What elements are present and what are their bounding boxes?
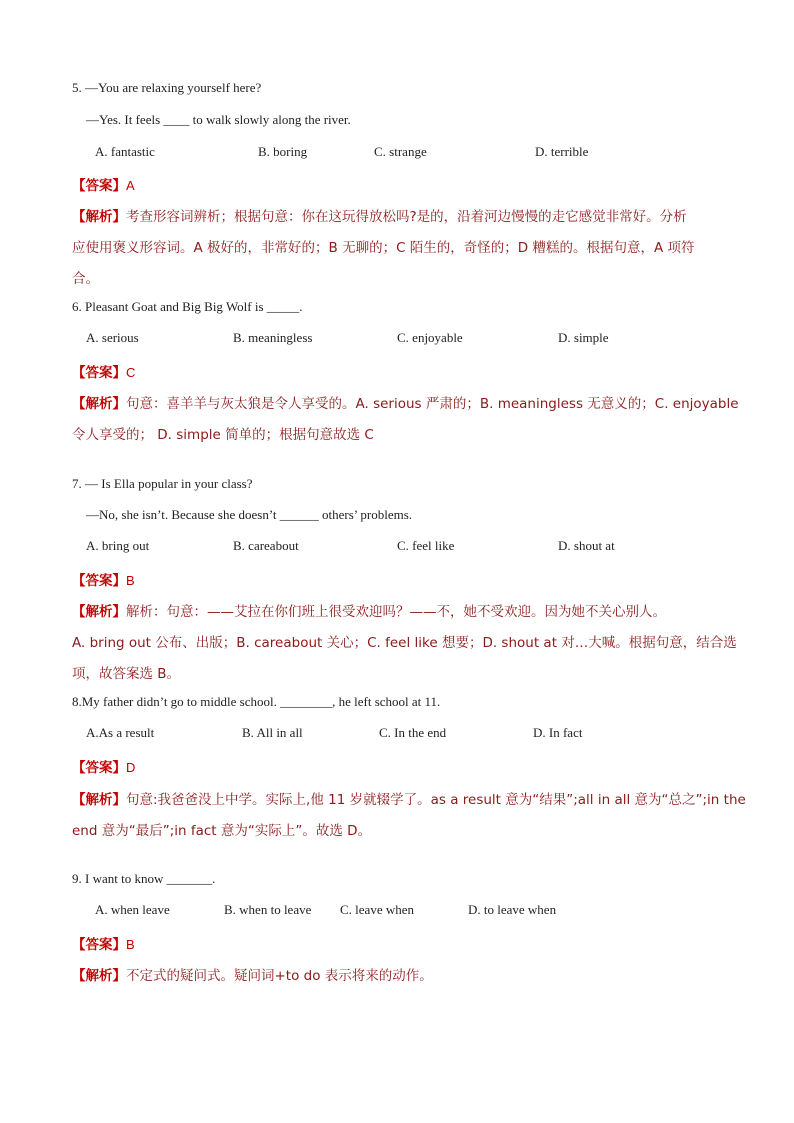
question-7-explanation-line-2: A. bring out 公布、出版；B. careabout 关心；C. feel like 想要；D. shout at 对…大喊。根据句意，结合选	[72, 635, 737, 651]
explain-label: 【解析】	[72, 209, 126, 225]
answer-value: A	[126, 178, 135, 193]
question-6-option-d: D. simple	[558, 330, 609, 345]
answer-label: 【答案】	[72, 365, 126, 381]
question-9-explanation-line-1	[72, 964, 433, 984]
explain-text: 句意：喜羊羊与灰太狼是令人享受的。A. serious 严肃的；B. meaningless 无意义的；C. enjoyable	[126, 396, 739, 412]
question-5-answer	[72, 174, 135, 194]
question-8-option-a: A.As a result	[86, 725, 155, 740]
explain-text: 句意:我爸爸没上中学。实际上,他 11 岁就辍学了。as a result 意为“结果”;all in all 意为“总之”;in the	[126, 792, 746, 808]
question-6-explanation-line-1	[72, 392, 739, 412]
question-5-explanation-line-1	[72, 205, 687, 225]
explain-label: 【解析】	[72, 396, 126, 412]
question-5-option-c: C. strange	[374, 144, 427, 159]
answer-value: D	[126, 760, 136, 775]
question-7-option-b: B. careabout	[233, 538, 299, 553]
question-9-stem: 9. I want to know _______.	[72, 871, 216, 886]
question-7-option-d: D. shout at	[558, 538, 615, 553]
question-5-option-a: A. fantastic	[95, 144, 155, 159]
question-9-option-a: A. when leave	[95, 902, 170, 917]
question-7-explanation-line-3: 项，故答案选 B。	[72, 666, 181, 682]
answer-label: 【答案】	[72, 573, 126, 589]
question-6-stem: 6. Pleasant Goat and Big Big Wolf is _____.	[72, 299, 303, 314]
question-9-answer	[72, 933, 135, 953]
question-5-stem-reply: —Yes. It feels ____ to walk slowly along the river.	[86, 112, 351, 127]
question-6-explanation-line-2: 令人享受的； D. simple 简单的；根据句意故选 C	[72, 427, 374, 443]
explain-label: 【解析】	[72, 968, 126, 984]
explain-label: 【解析】	[72, 792, 126, 808]
question-7-stem: 7. — Is Ella popular in your class?	[72, 476, 253, 491]
question-5-option-b: B. boring	[258, 144, 308, 159]
question-5-option-d: D. terrible	[535, 144, 589, 159]
explain-text: 考查形容词辨析；根据句意：你在这玩得放松吗?是的，沿着河边慢慢的走它感觉非常好。分析	[126, 209, 687, 225]
question-6-answer	[72, 361, 135, 381]
question-5-explanation-line-2: 应使用褒义形容词。A 极好的，非常好的；B 无聊的；C 陌生的，奇怪的；D 糟糕的。根据句意，A 项符	[72, 240, 695, 256]
question-9-option-b: B. when to leave	[224, 902, 312, 917]
answer-label: 【答案】	[72, 760, 126, 776]
question-8-option-b: B. All in all	[242, 725, 303, 740]
question-6-option-a: A. serious	[86, 330, 139, 345]
answer-label: 【答案】	[72, 178, 126, 194]
question-6-option-b: B. meaningless	[233, 330, 313, 345]
answer-value: C	[126, 365, 136, 380]
question-5-stem: 5. —You are relaxing yourself here?	[72, 80, 262, 95]
question-8-explanation-line-1	[72, 788, 746, 808]
explain-text: 不定式的疑问式。疑问词+to do 表示将来的动作。	[126, 968, 433, 984]
question-9-option-d: D. to leave when	[468, 902, 557, 917]
question-7-answer	[72, 569, 135, 589]
question-7-option-c: C. feel like	[397, 538, 455, 553]
answer-value: B	[126, 573, 135, 588]
question-8-explanation-line-2: end 意为“最后”;in fact 意为“实际上”。故选 D。	[72, 823, 372, 839]
question-8-option-c: C. In the end	[379, 725, 447, 740]
question-6-option-c: C. enjoyable	[397, 330, 463, 345]
question-9-option-c: C. leave when	[340, 902, 415, 917]
question-8-answer	[72, 756, 135, 776]
question-7-explanation-line-1	[72, 600, 666, 620]
question-7-stem-reply: —No, she isn’t. Because she doesn’t ______ others’ problems.	[86, 507, 413, 522]
question-5-explanation-line-3: 合。	[72, 271, 99, 287]
question-7-option-a: A. bring out	[86, 538, 150, 553]
answer-label: 【答案】	[72, 937, 126, 953]
answer-value: B	[126, 937, 135, 952]
question-8-stem: 8.My father didn’t go to middle school. ________, he left school at 11.	[72, 694, 441, 709]
question-8-option-d: D. In fact	[533, 725, 583, 740]
explain-label: 【解析】	[72, 604, 126, 620]
explain-text: 解析：句意：——艾拉在你们班上很受欢迎吗？——不，她不受欢迎。因为她不关心别人。	[126, 604, 666, 620]
